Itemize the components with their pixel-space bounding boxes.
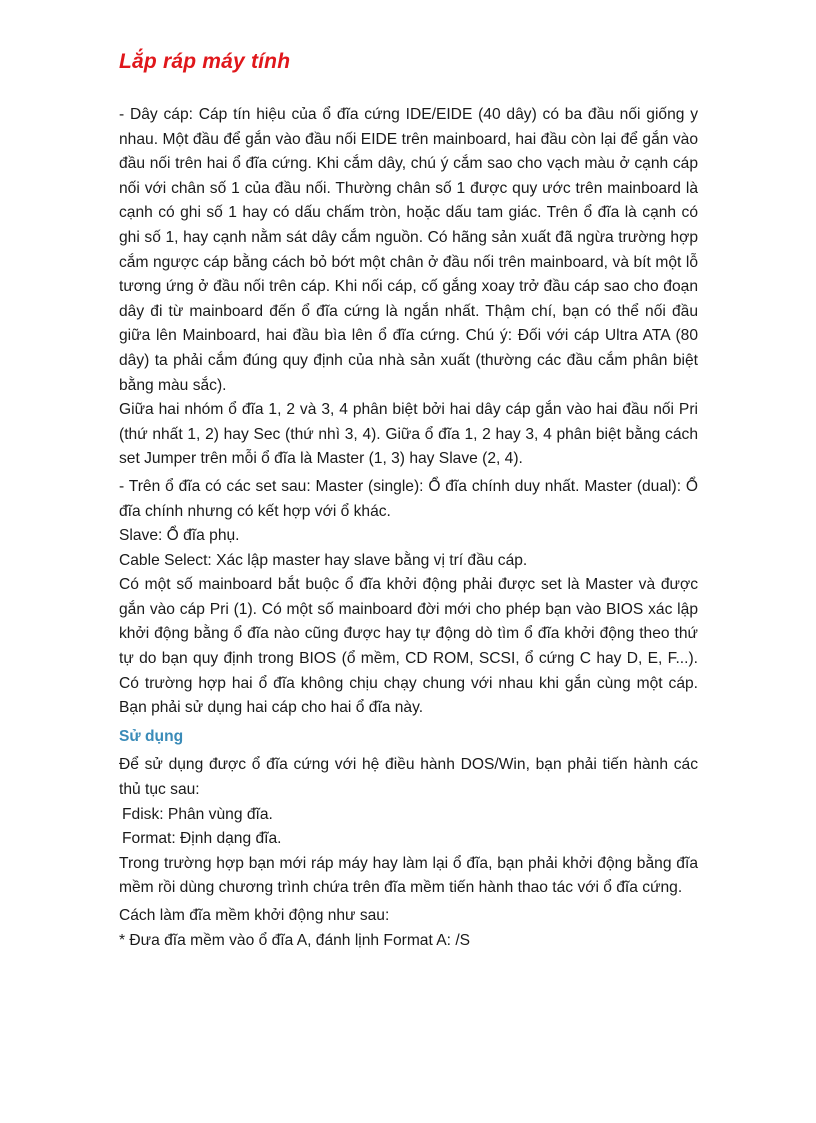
paragraph-usage-intro: Để sử dụng được ổ đĩa cứng với hệ điều hành DOS/Win, bạn phải tiến hành các thủ tục sau:	[119, 756, 698, 799]
paragraph-cable-description: - Dây cáp: Cáp tín hiệu của ổ đĩa cứng IDE/EIDE (40 dây) có ba đầu nối giống y nhau. Một đầu để gắn vào đầu nối EIDE trên mainboard, hai đầu còn lại để gắn vào đầu nối trên hai ổ đĩa cứng. Khi cắm dây, chú ý cắm sao cho vạch màu ở cạnh cáp nối với chân số 1 của đầu nối. Thường chân số 1 được quy ước trên mainboard là cạnh có ghi số 1 hay có dấu chấm tròn, hoặc dấu tam giác. Trên ổ đĩa là cạnh có ghi số 1, hay cạnh nằm sát dây cắm nguồn. Có hãng sản xuất đã ngừa trường hợp cắm ngược cáp bằng cách bỏ bớt một chân ở đầu nối trên mainboard, và bít một lỗ tương ứng ở đầu nối trên cáp. Khi nối cáp, cố gắng xoay trở đầu cáp sao cho đoạn dây đi từ mainboard đến ổ đĩa cứng là ngắn nhất. Thậm chí, bạn có thể nối đầu giữa lên Mainboard, hai đầu bìa lên ổ đĩa cứng. Chú ý: Đối với cáp Ultra ATA (80 dây) ta phải cắm đúng quy định của nhà sản xuất (thường các đầu cắm phân biệt bằng màu sắc).	[119, 106, 698, 394]
paragraph-boot-order: Có một số mainboard bắt buộc ổ đĩa khởi động phải được set là Master và được gắn vào cáp Pri (1). Có một số mainboard đời mới cho phép bạn vào BIOS xác lập khởi động bằng ổ đĩa nào cũng được hay tự động dò tìm ổ đĩa khởi động theo thứ tự do bạn quy định trong BIOS (ổ mềm, CD ROM, SCSI, ổ cứng C hay D, E, F...). Có trường hợp hai ổ đĩa không chịu chạy chung với nhau khi gắn cùng một cáp. Bạn phải sử dụng hai cáp cho hai ổ đĩa này.	[119, 576, 698, 717]
paragraph-cable-select: Cable Select: Xác lập master hay slave bằng vị trí đầu cáp.	[119, 551, 528, 569]
paragraph-slave: Slave: Ổ đĩa phụ.	[119, 527, 240, 545]
paragraph-format-command: * Đưa đĩa mềm vào ổ đĩa A, đánh lịnh Format A: /S	[119, 931, 471, 949]
paragraph-fdisk: Fdisk: Phân vùng đĩa.	[122, 805, 273, 823]
paragraph-jumper-settings: - Trên ổ đĩa có các set sau: Master (single): Ổ đĩa chính duy nhất. Master (dual): Ổ đĩa chính nhưng có kết hợp với ổ khác.	[119, 477, 698, 520]
paragraph-drive-groups: Giữa hai nhóm ổ đĩa 1, 2 và 3, 4 phân biệt bởi hai dây cáp gắn vào hai đầu nối Pri (thứ nhất 1, 2) hay Sec (thứ nhì 3, 4). Giữa ổ đĩa 1, 2 hay 3, 4 phân biệt bằng cách set Jumper trên mỗi ổ đĩa là Master (1, 3) hay Slave (2, 4).	[119, 401, 698, 468]
page-title: Lắp ráp máy tính	[119, 50, 291, 73]
paragraph-boot-disk-howto: Cách làm đĩa mềm khởi động như sau:	[119, 907, 390, 924]
section-heading-usage: Sử dụng	[119, 727, 184, 745]
paragraph-floppy-boot: Trong trường hợp bạn mới ráp máy hay làm lại ổ đĩa, bạn phải khởi động bằng đĩa mềm rồi dùng chương trình chứa trên đĩa mềm tiến hành thao tác với ổ đĩa cứng.	[119, 854, 698, 897]
document-body	[119, 103, 698, 953]
paragraph-format: Format: Định dạng đĩa.	[122, 830, 282, 848]
